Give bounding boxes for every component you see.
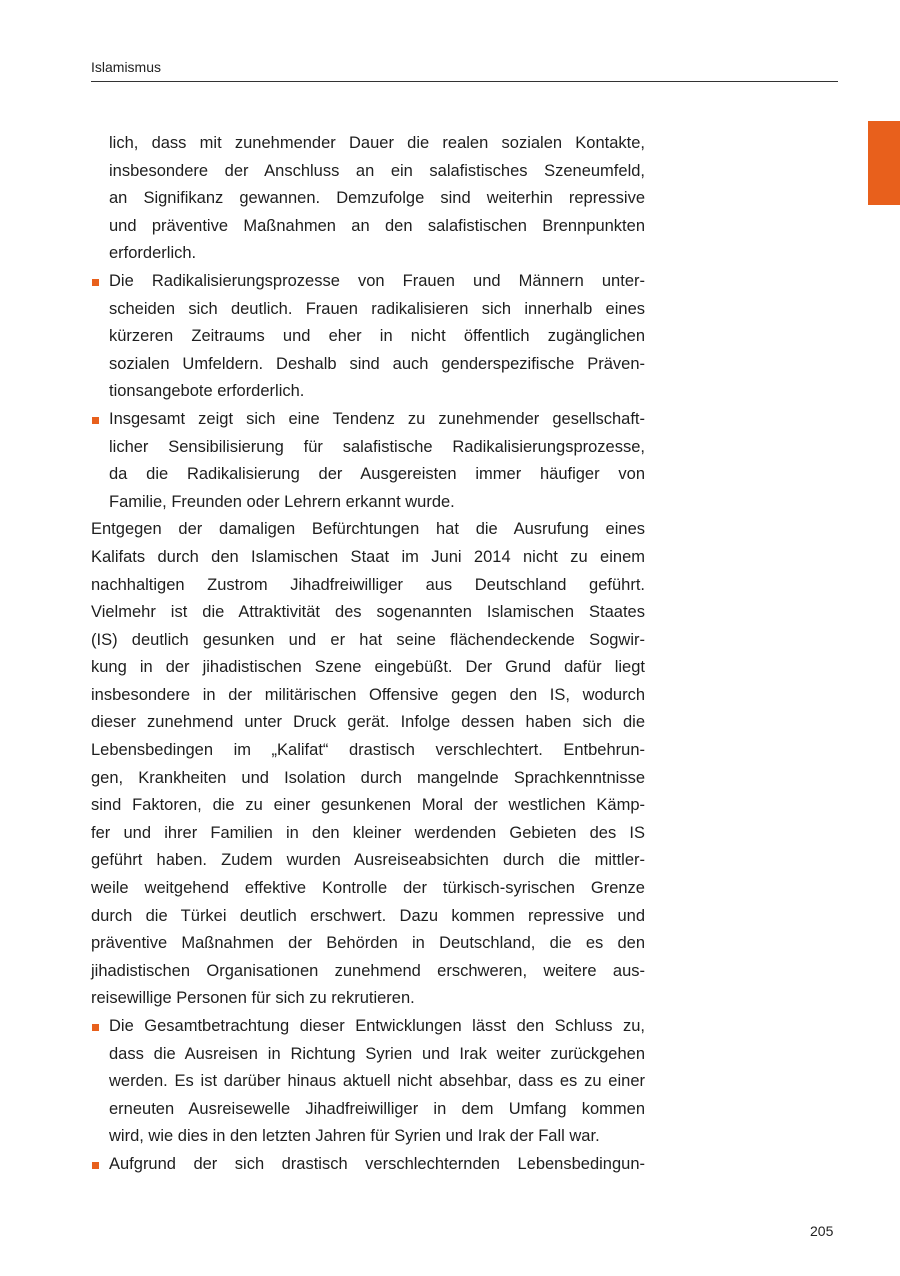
bullet-item-sensitization bbox=[91, 406, 645, 516]
bullet-square-icon bbox=[92, 417, 99, 424]
text-line: werden. Es ist darüber hinaus aktuell nicht absehbar, dass es zu einer bbox=[109, 1072, 645, 1091]
bullet-item-living-conditions bbox=[91, 1151, 645, 1179]
text-line: nachhaltigen Zustrom Jihadfreiwilliger aus Deutschland geführt. bbox=[91, 575, 645, 594]
text-line: licher Sensibilisierung für salafistische Radikalisierungsprozesse, bbox=[109, 437, 645, 456]
text-line: kung in der jihadistischen Szene eingebüßt. Der Grund dafür liegt bbox=[91, 658, 645, 677]
body-paragraph bbox=[91, 516, 645, 1013]
chapter-tab-marker bbox=[868, 121, 900, 205]
bullet-item-conclusion bbox=[91, 1013, 645, 1151]
text-line: sind Faktoren, die zu einer gesunkenen Moral der westlichen Kämp- bbox=[91, 796, 645, 815]
bullet-square-icon bbox=[92, 1162, 99, 1169]
text-line: Die Radikalisierungsprozesse von Frauen und Männern unter- bbox=[109, 271, 645, 290]
text-line: sozialen Umfeldern. Deshalb sind auch genderspezifische Präven- bbox=[109, 354, 645, 373]
text-line: da die Radikalisierung der Ausgereisten immer häufiger von bbox=[109, 465, 645, 484]
text-line: reisewillige Personen für sich zu rekrutieren. bbox=[91, 989, 415, 1008]
text-line: fer und ihrer Familien in den kleiner werdenden Gebieten des IS bbox=[91, 823, 645, 842]
text-line: dass die Ausreisen in Richtung Syrien und Irak weiter zurückgehen bbox=[109, 1044, 645, 1063]
text-line: erforderlich. bbox=[109, 244, 197, 263]
text-line: Die Gesamtbetrachtung dieser Entwicklungen lässt den Schluss zu, bbox=[109, 1017, 645, 1035]
text-line: Lebensbedingen im „Kalifat“ drastisch verschlechtert. Entbehrun- bbox=[91, 741, 645, 760]
text-line: Vielmehr ist die Attraktivität des sogenannten Islamischen Staates bbox=[91, 603, 645, 622]
text-line: präventive Maßnahmen der Behörden in Deutschland, die es den bbox=[91, 934, 645, 953]
text-line: erneuten Ausreisewelle Jihadfreiwilliger in dem Umfang kommen bbox=[109, 1099, 645, 1118]
bullet-item-gender bbox=[91, 268, 645, 406]
text-line: Aufgrund der sich drastisch verschlechternden Lebensbedingun- bbox=[109, 1154, 645, 1173]
text-line: und präventive Maßnahmen an den salafistischen Brennpunkten bbox=[109, 216, 645, 235]
running-header: Islamismus bbox=[91, 59, 162, 75]
page-number: 205 bbox=[810, 1223, 834, 1239]
text-line: gen, Krankheiten und Isolation durch mangelnde Sprachkenntnisse bbox=[91, 768, 645, 787]
text-line: durch die Türkei deutlich erschwert. Dazu kommen repressive und bbox=[91, 906, 645, 925]
text-line: geführt haben. Zudem wurden Ausreiseabsichten durch die mittler- bbox=[91, 851, 645, 870]
text-line: weile weitgehend effektive Kontrolle der türkisch-syrischen Grenze bbox=[91, 879, 645, 898]
bullet-square-icon bbox=[92, 279, 99, 286]
text-line: Entgegen der damaligen Befürchtungen hat die Ausrufung eines bbox=[91, 520, 645, 539]
text-line: insbesondere der Anschluss an ein salafistisches Szeneumfeld, bbox=[109, 161, 645, 180]
text-line: jihadistischen Organisationen zunehmend erschweren, weitere aus- bbox=[91, 961, 645, 980]
text-line: kürzeren Zeitraums und eher in nicht öffentlich zugänglichen bbox=[109, 327, 645, 346]
page-body bbox=[91, 130, 645, 1179]
text-line: dieser zunehmend unter Druck gerät. Infolge dessen haben sich die bbox=[91, 713, 645, 732]
continued-bullet-text bbox=[91, 130, 645, 268]
text-line: lich, dass mit zunehmender Dauer die realen sozialen Kontakte, bbox=[109, 134, 645, 152]
text-line: insbesondere in der militärischen Offensive gegen den IS, wodurch bbox=[91, 685, 645, 704]
bullet-square-icon bbox=[92, 1024, 99, 1031]
text-line: Familie, Freunden oder Lehrern erkannt wurde. bbox=[109, 492, 455, 511]
text-line: Kalifats durch den Islamischen Staat im Juni 2014 nicht zu einem bbox=[91, 547, 645, 566]
text-line: (IS) deutlich gesunken und er hat seine flächendeckende Sogwir- bbox=[91, 630, 645, 649]
text-line: wird, wie dies in den letzten Jahren für Syrien und Irak der Fall war. bbox=[109, 1127, 600, 1146]
text-line: Insgesamt zeigt sich eine Tendenz zu zunehmender gesellschaft- bbox=[109, 409, 645, 428]
text-line: tionsangebote erforderlich. bbox=[109, 382, 305, 401]
text-line: an Signifikanz gewannen. Demzufolge sind weiterhin repressive bbox=[109, 189, 645, 208]
header-rule bbox=[91, 81, 838, 82]
text-line: scheiden sich deutlich. Frauen radikalisieren sich innerhalb eines bbox=[109, 299, 645, 318]
